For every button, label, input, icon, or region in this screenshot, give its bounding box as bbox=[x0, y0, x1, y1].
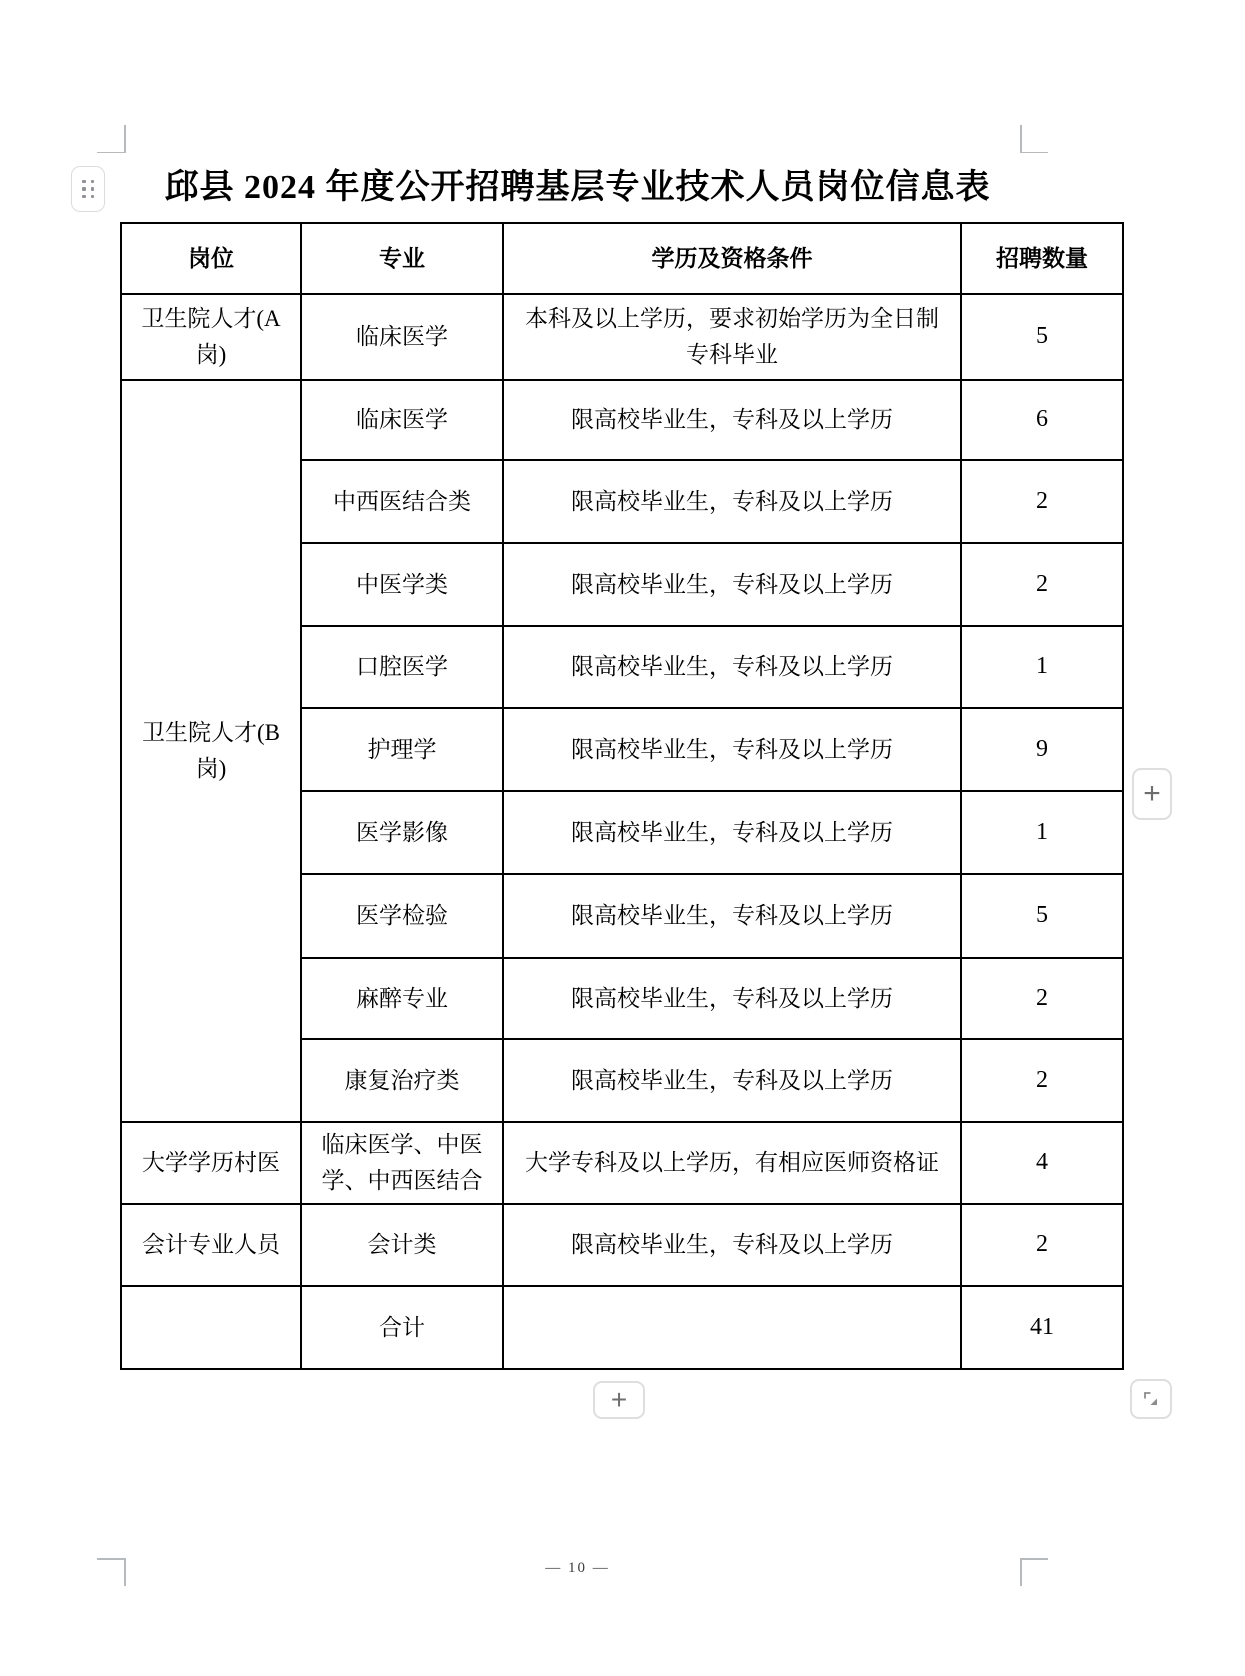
table-row bbox=[121, 380, 1123, 460]
table-row bbox=[121, 1122, 1123, 1204]
cell-count[interactable]: 6 bbox=[961, 380, 1123, 460]
plus-icon: + bbox=[1143, 777, 1161, 810]
margin-mark-top-left-horizontal bbox=[97, 152, 125, 154]
cell-major[interactable]: 中西医结合类 bbox=[301, 460, 503, 543]
cell-requirement[interactable]: 限高校毕业生，专科及以上学历 bbox=[503, 626, 961, 708]
cell-requirement[interactable]: 限高校毕业生，专科及以上学历 bbox=[503, 791, 961, 874]
cell-count[interactable]: 2 bbox=[961, 1204, 1123, 1286]
cell-count[interactable]: 2 bbox=[961, 1039, 1123, 1122]
header-position: 岗位 bbox=[121, 223, 301, 294]
cell-count[interactable]: 5 bbox=[961, 294, 1123, 380]
add-row-button[interactable] bbox=[593, 1381, 645, 1419]
cell-position[interactable] bbox=[121, 1286, 301, 1369]
page-number: — 10 — bbox=[545, 1560, 610, 1576]
header-count: 招聘数量 bbox=[961, 223, 1123, 294]
margin-mark-bottom-left-horizontal bbox=[97, 1558, 125, 1560]
expand-icon bbox=[1141, 1389, 1161, 1409]
cell-requirement[interactable]: 限高校毕业生，专科及以上学历 bbox=[503, 1039, 961, 1122]
cell-count[interactable]: 5 bbox=[961, 874, 1123, 958]
cell-major[interactable]: 医学检验 bbox=[301, 874, 503, 958]
cell-major[interactable]: 口腔医学 bbox=[301, 626, 503, 708]
cell-count[interactable]: 2 bbox=[961, 958, 1123, 1039]
cell-count[interactable]: 9 bbox=[961, 708, 1123, 791]
drag-handle-button[interactable] bbox=[71, 166, 105, 212]
cell-requirement[interactable]: 限高校毕业生，专科及以上学历 bbox=[503, 460, 961, 543]
cell-total-count[interactable]: 41 bbox=[961, 1286, 1123, 1369]
drag-dots-icon bbox=[82, 180, 94, 199]
table-row bbox=[121, 1286, 1123, 1369]
cell-major[interactable]: 麻醉专业 bbox=[301, 958, 503, 1039]
add-column-button[interactable] bbox=[1132, 768, 1172, 820]
header-major: 专业 bbox=[301, 223, 503, 294]
cell-major[interactable]: 临床医学、中医学、中西医结合 bbox=[301, 1122, 503, 1204]
cell-requirement[interactable]: 本科及以上学历，要求初始学历为全日制专科毕业 bbox=[503, 294, 961, 380]
job-table bbox=[120, 222, 1124, 1370]
table-header-row bbox=[121, 223, 1123, 294]
document-title: 邱县 2024 年度公开招聘基层专业技术人员岗位信息表 bbox=[164, 169, 991, 206]
cell-position-merged[interactable]: 卫生院人才(B岗) bbox=[121, 380, 301, 1122]
table-row bbox=[121, 1204, 1123, 1286]
margin-mark-top-right-horizontal bbox=[1020, 152, 1048, 154]
cell-position[interactable]: 大学学历村医 bbox=[121, 1122, 301, 1204]
header-requirement: 学历及资格条件 bbox=[503, 223, 961, 294]
cell-requirement[interactable]: 限高校毕业生，专科及以上学历 bbox=[503, 380, 961, 460]
cell-count[interactable]: 2 bbox=[961, 543, 1123, 626]
cell-major[interactable]: 临床医学 bbox=[301, 380, 503, 460]
table-row bbox=[121, 294, 1123, 380]
cell-count[interactable]: 1 bbox=[961, 791, 1123, 874]
cell-major[interactable]: 中医学类 bbox=[301, 543, 503, 626]
cell-count[interactable]: 1 bbox=[961, 626, 1123, 708]
expand-table-button[interactable] bbox=[1130, 1379, 1172, 1419]
cell-requirement[interactable]: 限高校毕业生，专科及以上学历 bbox=[503, 1204, 961, 1286]
margin-mark-top-left-vertical bbox=[124, 125, 126, 153]
cell-count[interactable]: 4 bbox=[961, 1122, 1123, 1204]
cell-major[interactable]: 护理学 bbox=[301, 708, 503, 791]
cell-position[interactable]: 会计专业人员 bbox=[121, 1204, 301, 1286]
cell-major[interactable]: 临床医学 bbox=[301, 294, 503, 380]
cell-requirement[interactable]: 限高校毕业生，专科及以上学历 bbox=[503, 543, 961, 626]
cell-count[interactable]: 2 bbox=[961, 460, 1123, 543]
cell-position[interactable]: 卫生院人才(A岗) bbox=[121, 294, 301, 380]
cell-requirement[interactable]: 限高校毕业生，专科及以上学历 bbox=[503, 708, 961, 791]
cell-requirement[interactable]: 大学专科及以上学历，有相应医师资格证 bbox=[503, 1122, 961, 1204]
margin-mark-top-right-vertical bbox=[1020, 125, 1022, 153]
cell-requirement[interactable]: 限高校毕业生，专科及以上学历 bbox=[503, 874, 961, 958]
cell-major[interactable]: 康复治疗类 bbox=[301, 1039, 503, 1122]
cell-requirement[interactable] bbox=[503, 1286, 961, 1369]
cell-major[interactable]: 医学影像 bbox=[301, 791, 503, 874]
cell-requirement[interactable]: 限高校毕业生，专科及以上学历 bbox=[503, 958, 961, 1039]
plus-icon: + bbox=[610, 1384, 628, 1415]
cell-major[interactable]: 会计类 bbox=[301, 1204, 503, 1286]
cell-total-label[interactable]: 合计 bbox=[301, 1286, 503, 1369]
